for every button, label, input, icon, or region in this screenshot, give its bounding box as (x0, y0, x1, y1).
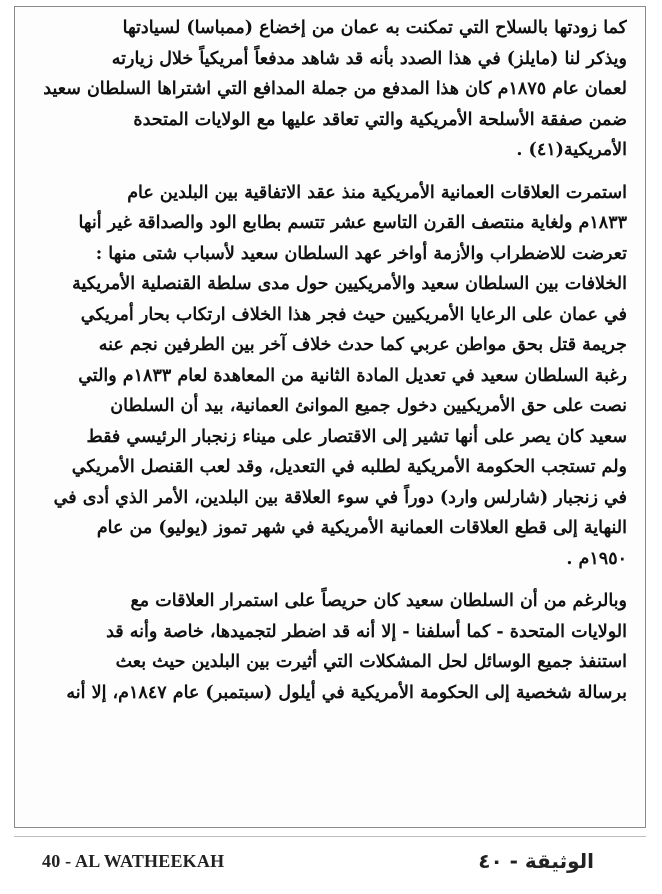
text-line: استنفذ جميع الوسائل لحل المشكلات التي أثيرت بين البلدين حيث بعث (115, 652, 627, 672)
text-line: ولم تستجب الحكومة الأمريكية لطلبه في التعديل، وقد لعب القنصل الأمريكي (71, 457, 627, 477)
text-line: لعمان عام ١٨٧٥م كان هذا المدفع من جملة المدافع التي اشتراها السلطان سعيد (43, 79, 627, 99)
text-line: وبالرغم من أن السلطان سعيد كان حريصاً على استمرار العلاقات مع (130, 591, 627, 611)
text-line: ضمن صفقة الأسلحة الأمريكية والتي تعاقد عليها مع الولايات المتحدة (133, 109, 627, 130)
text-line: جريمة قتل بحق مواطن عربي كما حدث خلاف آخر بين الطرفين نجم عنه (98, 335, 627, 355)
text-line: الأمريكية(٤١) . (516, 140, 627, 160)
text-line: ويذكر لنا (مايلز) في هذا الصدد بأنه قد شاهد مدفعاً أمريكياً خلال زيارته (111, 48, 627, 69)
text-line: النهاية إلى قطع العلاقات العمانية الأمريكية في شهر تموز (يوليو) من عام (96, 518, 627, 538)
text-line: نصت على حق الأمريكيين دخول جميع الموانئ العمانية، بيد أن السلطان (110, 396, 627, 416)
text-line: ١٩٥٠م . (566, 548, 627, 569)
text-line: رغبة السلطان سعيد في تعديل المادة الثانية من المعاهدة لعام ١٨٣٣م والتي (78, 365, 627, 386)
article-body (37, 13, 627, 708)
footer-page-label-english: 40 - AL WATHEEKAH (42, 851, 225, 871)
text-line: كما زودتها بالسلاح التي تمكنت به عمان من إخضاع (ممباسا) لسيادتها (122, 18, 627, 38)
text-line: الخلافات بين السلطان سعيد والأمريكيين حول مدى سلطة القنصلية الأمريكية (72, 274, 627, 294)
text-line: سعيد كان يصر على أنها تشير إلى الاقتصار على ميناء زنجبار الرئيسي فقط (86, 426, 627, 447)
text-line: برسالة شخصية إلى الحكومة الأمريكية في أيلول (سبتمبر) عام ١٨٤٧م، إلا أنه (66, 682, 627, 703)
paragraph (37, 586, 627, 708)
paragraph (37, 13, 627, 166)
text-line: تعرضت للاضطراب والأزمة أواخر عهد السلطان سعيد لأسباب شتى منها : (95, 243, 627, 264)
text-line: الولايات المتحدة - كما أسلفنا - إلا أنه قد اضطر لتجميدها، خاصة وأنه قد (106, 621, 627, 642)
text-line: في عمان على الرعايا الأمريكيين حيث فجر هذا الخلاف ارتكاب بحار أمريكي (80, 304, 627, 325)
page-frame (14, 6, 646, 828)
text-line: في زنجبار (شارلس وارد) دوراً في سوء العلاقة بين البلدين، الأمر الذي أدى في (53, 487, 627, 508)
footer-page-label-arabic: الوثيقة - ٤٠ (478, 849, 594, 873)
paragraph (37, 178, 627, 575)
text-line: ١٨٣٣م ولغاية منتصف القرن التاسع عشر تتسم بطابع الود والصداقة غير أنها (78, 213, 627, 233)
text-line: استمرت العلاقات العمانية الأمريكية منذ عقد الاتفاقية بين البلدين عام (127, 182, 627, 203)
page-footer (14, 836, 646, 894)
